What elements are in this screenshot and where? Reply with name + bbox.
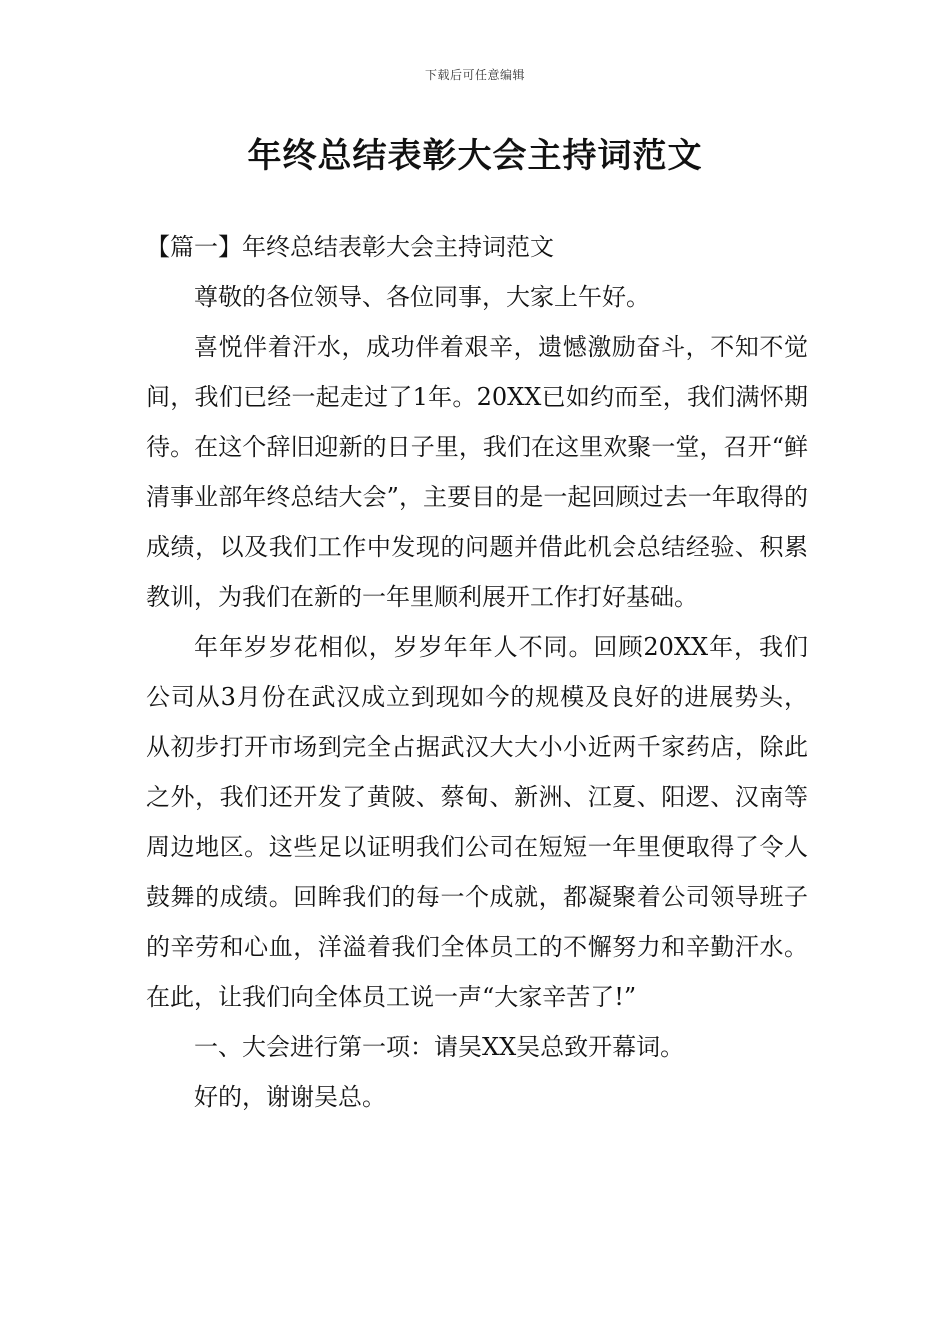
paragraph-agenda-item-1: 一、大会进行第一项：请吴XX吴总致开幕词。 xyxy=(194,1033,685,1061)
section-heading: 【篇一】年终总结表彰大会主持词范文 xyxy=(146,233,554,261)
paragraph-intro: 喜悦伴着汗水，成功伴着艰辛，遗憾激励奋斗，不知不觉间，我们已经一起走过了1年。20XX已如约而至，我们满怀期待。在这个辞旧迎新的日子里，我们在这里欢聚一堂，召开“鲜清事业部年终总结大会”，主要目的是一起回顾过去一年取得的成绩，以及我们工作中发现的问题并借此机会总结经验、积累教训，为我们在新的一年里顺利展开工作打好基础。 xyxy=(146,333,808,611)
paragraph-thanks: 好的，谢谢吴总。 xyxy=(194,1083,386,1111)
document-title: 年终总结表彰大会主持词范文 xyxy=(247,136,703,176)
document-body xyxy=(146,222,808,1122)
header-note: 下载后可任意编辑 xyxy=(424,68,525,82)
paragraph-review: 年年岁岁花相似，岁岁年年人不同。回顾20XX年，我们公司从3月份在武汉成立到现如今的规模及良好的进展势头，从初步打开市场到完全占据武汉大大小小近两千家药店，除此之外，我们还开发了黄陂、蔡甸、新洲、江夏、阳逻、汉南等周边地区。这些足以证明我们公司在短短一年里便取得了令人鼓舞的成绩。回眸我们的每一个成就，都凝聚着公司领导班子的辛劳和心血，洋溢着我们全体员工的不懈努力和辛勤汗水。在此，让我们向全体员工说一声“大家辛苦了!” xyxy=(146,633,808,1011)
paragraph-greeting: 尊敬的各位领导、各位同事，大家上午好。 xyxy=(194,283,650,311)
